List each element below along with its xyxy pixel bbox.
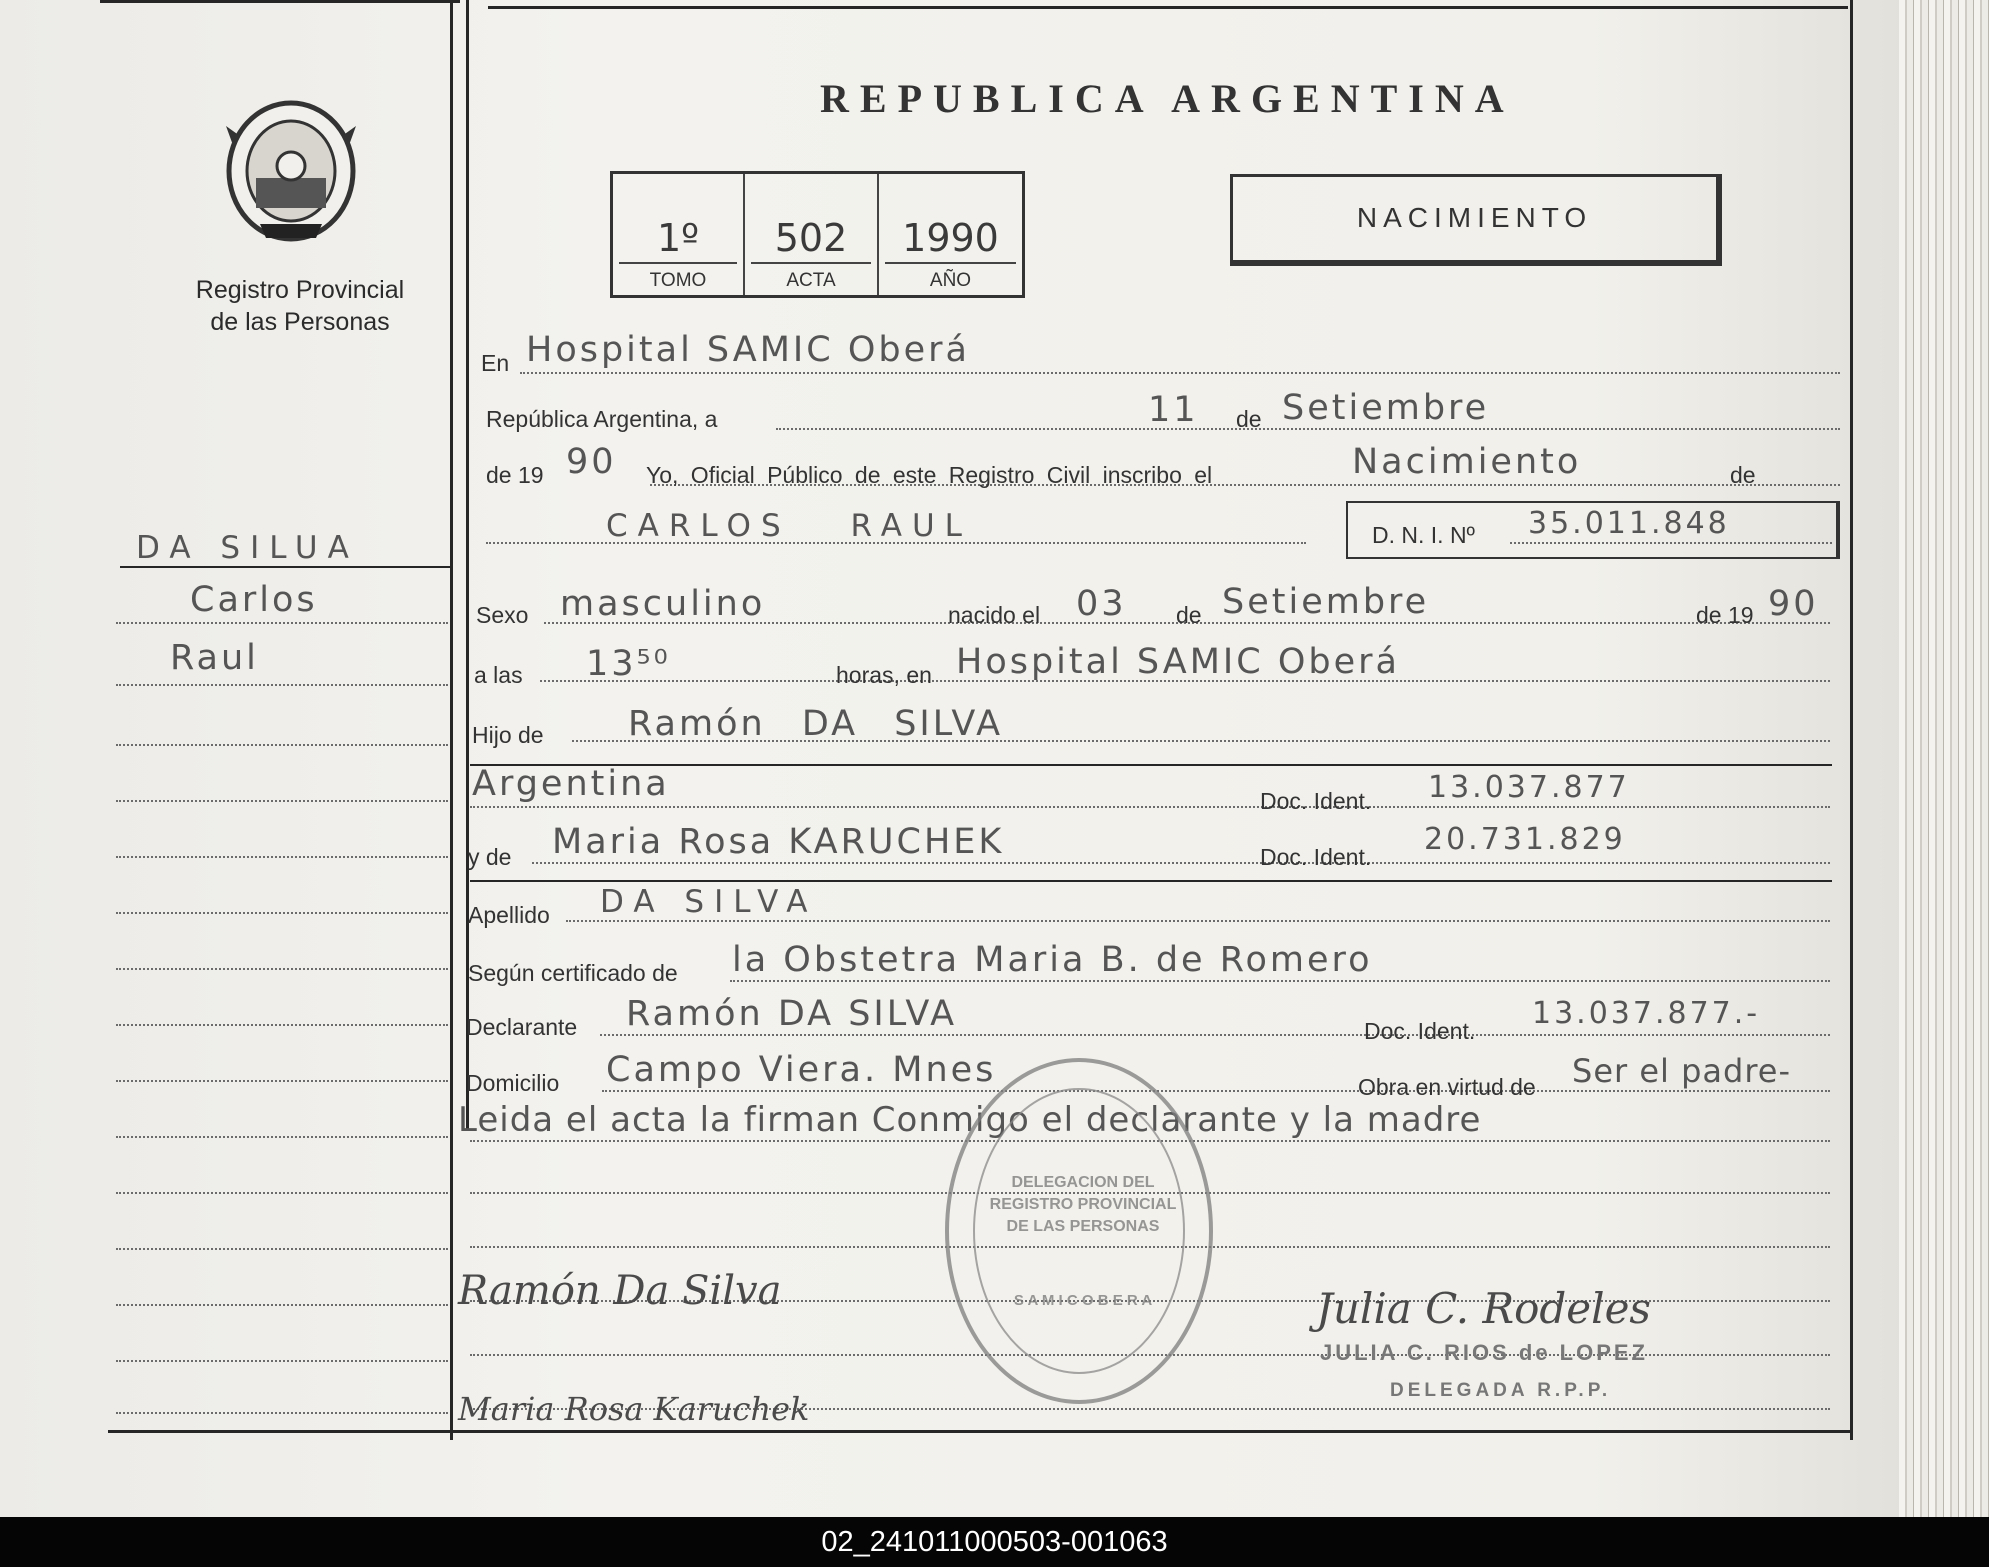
margin-line bbox=[116, 1360, 448, 1362]
official-name: JULIA C. RIOS de LOPEZ bbox=[1320, 1340, 1648, 1365]
father-nationality: Argentina bbox=[472, 764, 670, 804]
birth-month: Setiembre bbox=[1222, 582, 1430, 622]
registration-year: 90 bbox=[566, 442, 617, 482]
a-las-label: a las bbox=[474, 662, 523, 688]
form-line-2 bbox=[776, 428, 1840, 430]
margin-line bbox=[116, 1412, 448, 1414]
registration-place: Hospital SAMIC Oberá bbox=[526, 330, 970, 370]
form-line-11 bbox=[730, 980, 1830, 982]
margin-line bbox=[116, 800, 448, 802]
officer-statement: Yo, Oficial Público de este Registro Civil inscribo el bbox=[646, 462, 1213, 488]
act-kind: Nacimiento bbox=[1352, 442, 1582, 482]
sexo-value: masculino bbox=[560, 584, 766, 624]
birth-place: Hospital SAMIC Oberá bbox=[956, 642, 1400, 682]
official-signature: Julia C. Rodeles bbox=[1316, 1284, 1651, 1333]
registry-office-name bbox=[150, 274, 450, 338]
mother-name: Maria Rosa KARUCHEK bbox=[552, 822, 1005, 862]
stamp-ring-text: DELEGACION DEL REGISTRO PROVINCIAL DE LAS PERSONAS bbox=[989, 1174, 1177, 1235]
margin-line bbox=[116, 1192, 448, 1194]
de-label-3: de bbox=[1176, 602, 1202, 628]
father-doc-label: Doc. Ident. bbox=[1260, 788, 1372, 814]
mother-signature: Maria Rosa Karuchek bbox=[458, 1390, 810, 1428]
dni-value: 35.011.848 bbox=[1528, 506, 1730, 541]
margin-given-1: Carlos bbox=[190, 580, 318, 620]
father-signature: Ramón Da Silva bbox=[458, 1268, 782, 1314]
mother-doc-label: Doc. Ident. bbox=[1260, 844, 1372, 870]
anio-label: AÑO bbox=[929, 270, 972, 291]
bottom-rule bbox=[108, 1430, 1850, 1433]
form-line-10 bbox=[566, 920, 1830, 922]
domicilio-label: Domicilio bbox=[466, 1070, 560, 1096]
margin-line bbox=[116, 912, 448, 914]
mother-rule bbox=[470, 880, 1832, 882]
margin-line bbox=[116, 968, 448, 970]
form-line-13 bbox=[602, 1090, 1830, 1092]
image-id-bar bbox=[0, 1517, 1989, 1567]
anio-value: 1990 bbox=[902, 216, 999, 260]
acta-cell bbox=[745, 174, 879, 295]
stamp-center-text: S A M I C O B E R A bbox=[1013, 1292, 1153, 1309]
tomo-line bbox=[619, 262, 737, 264]
dni-label: D. N. I. Nº bbox=[1372, 522, 1475, 548]
obra-label: Obra en virtud de bbox=[1358, 1074, 1536, 1100]
mother-doc: 20.731.829 bbox=[1424, 822, 1626, 857]
apellido-label: Apellido bbox=[468, 902, 550, 928]
margin-line bbox=[116, 1304, 448, 1306]
de19-label: de 19 bbox=[1696, 602, 1754, 628]
acta-value: 502 bbox=[774, 216, 848, 260]
margin-line bbox=[116, 1136, 448, 1138]
registration-day: 11 bbox=[1148, 390, 1199, 430]
form-right-border bbox=[1850, 0, 1853, 1440]
margin-line bbox=[116, 1080, 448, 1082]
declarante-doc: 13.037.877.- bbox=[1532, 996, 1761, 1031]
anio-line bbox=[885, 262, 1016, 264]
apellido-value: DA SILVA bbox=[600, 884, 818, 920]
office-line-1: Registro Provincial bbox=[195, 276, 405, 304]
registry-stamp bbox=[945, 1058, 1213, 1404]
office-line-2: de las Personas bbox=[210, 308, 390, 336]
obra-value: Ser el padre- bbox=[1572, 1052, 1791, 1090]
form-line-12 bbox=[600, 1034, 1830, 1036]
top-rule-left bbox=[100, 0, 460, 3]
republica-label: República Argentina, a bbox=[486, 406, 718, 432]
birth-year: 90 bbox=[1768, 584, 1819, 624]
margin-line bbox=[116, 684, 448, 686]
domicilio-value: Campo Viera. Mnes bbox=[606, 1050, 997, 1090]
tomo-value: 1º bbox=[656, 216, 700, 260]
de-label: de bbox=[1236, 406, 1262, 432]
margin-surname-rule bbox=[120, 566, 450, 568]
tomo-cell bbox=[613, 174, 745, 295]
birth-time: 13⁵⁰ bbox=[586, 644, 671, 684]
provincial-seal-icon bbox=[220, 96, 362, 246]
book-binding bbox=[1899, 0, 1989, 1517]
top-rule-right bbox=[488, 6, 1848, 9]
hijo-label: Hijo de bbox=[472, 722, 544, 748]
form-line-1 bbox=[520, 372, 1840, 374]
document-type-box: NACIMIENTO bbox=[1230, 174, 1722, 266]
registry-box bbox=[610, 171, 1025, 298]
declarante-label: Declarante bbox=[466, 1014, 578, 1040]
margin-line bbox=[116, 1024, 448, 1026]
registration-month: Setiembre bbox=[1282, 388, 1490, 428]
stamp-text bbox=[949, 1062, 1209, 1400]
margin-line bbox=[116, 1248, 448, 1250]
closing-statement: Leida el acta la firman Conmigo el declarante y la madre bbox=[458, 1100, 1482, 1140]
father-doc: 13.037.877 bbox=[1428, 770, 1630, 805]
acta-line bbox=[751, 262, 871, 264]
nacido-label: nacido el bbox=[948, 602, 1041, 628]
child-name: CARLOS RAUL bbox=[606, 508, 972, 544]
margin-given-2: Raul bbox=[170, 638, 259, 678]
margin-line bbox=[116, 622, 448, 624]
tomo-label: TOMO bbox=[649, 270, 707, 291]
acta-label: ACTA bbox=[786, 270, 836, 291]
form-line-9 bbox=[532, 862, 1830, 864]
sexo-label: Sexo bbox=[476, 602, 529, 628]
margin-divider bbox=[450, 0, 453, 1440]
birth-day: 03 bbox=[1076, 584, 1127, 624]
y-de-label: y de bbox=[468, 844, 512, 870]
page-title: REPUBLICA ARGENTINA bbox=[820, 76, 1515, 121]
year-prefix-label: de 19 bbox=[486, 462, 544, 488]
en-label: En bbox=[481, 350, 510, 376]
horas-label: horas, en bbox=[836, 662, 932, 688]
declarante-doc-label: Doc. Ident. bbox=[1364, 1018, 1476, 1044]
margin-line bbox=[116, 856, 448, 858]
official-title: DELEGADA R.P.P. bbox=[1390, 1380, 1612, 1401]
de-label-2: de bbox=[1730, 462, 1756, 488]
father-name: Ramón DA SILVA bbox=[628, 704, 1004, 744]
certificado-value: la Obstetra Maria B. de Romero bbox=[732, 940, 1373, 980]
segun-label: Según certificado de bbox=[468, 960, 678, 986]
declarante-value: Ramón DA SILVA bbox=[626, 994, 958, 1034]
anio-cell bbox=[879, 174, 1022, 295]
form-line-8 bbox=[470, 806, 1830, 808]
margin-surname: DA SILUA bbox=[136, 530, 359, 566]
image-id-text: 02_241011000503-001063 bbox=[821, 1526, 1168, 1558]
father-rule bbox=[470, 764, 1832, 766]
margin-line bbox=[116, 744, 448, 746]
